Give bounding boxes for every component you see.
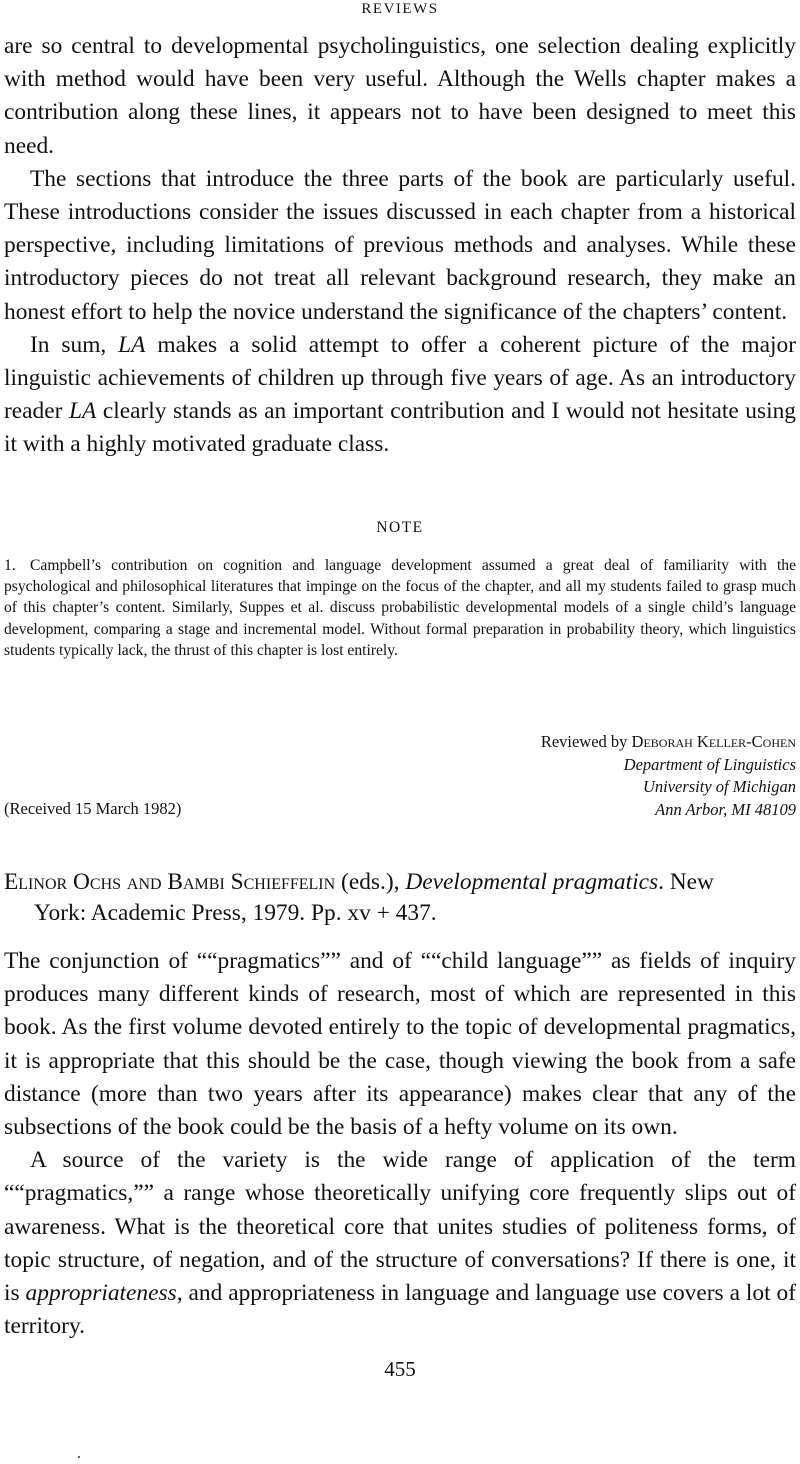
reviewer-university: University of Michigan xyxy=(642,777,796,796)
reviewer-name: Deborah Keller-Cohen xyxy=(631,732,796,751)
footnote-1 xyxy=(4,555,796,661)
text-run: makes a solid attempt to offer a coherent picture of the major linguistic achievements of children up through five years of age. As an introductory reader xyxy=(4,331,796,425)
text-run: are so central to developmental psycholinguistics, one selection dealing explicitly with method would have been very useful. Although the Wells chapter makes a contribution along these lines, it appears not to have been designed to meet this need. xyxy=(4,33,796,159)
paragraph xyxy=(4,163,796,329)
italic-text: LA xyxy=(68,398,97,425)
review-2-body xyxy=(4,945,796,1343)
italic-text: LA xyxy=(118,331,146,358)
review-1-body xyxy=(4,30,796,462)
text-run: , and appropriateness in language and language use covers a lot of territory. xyxy=(4,1280,796,1340)
running-head: REVIEWS xyxy=(361,1,439,17)
italic-text: appropriateness xyxy=(25,1280,177,1307)
reviewed-by-label: Reviewed by xyxy=(540,732,632,751)
scan-speck xyxy=(78,1456,80,1458)
reviewer-department: Department of Linguistics xyxy=(623,754,796,774)
footnote-text: Campbell’s contribution on cognition and language development assumed a great deal of familiarity with the psychological and philosophical literatures that impinge on the focus of the chapter, and all my students failed to grasp much of this chapter’s content. Similarly, Suppes et al. discuss probabilistic developmental models of a single child’s language development, comparing a stage and incremental model. Without formal preparation in probability theory, which linguistics students typically lack, the thrust of this chapter is lost entirely. xyxy=(4,557,796,659)
paragraph xyxy=(4,945,796,1144)
paragraph xyxy=(4,1144,796,1343)
page-number: 455 xyxy=(384,1357,416,1381)
text-run: In sum, xyxy=(30,331,119,358)
book-citation xyxy=(4,867,796,929)
citation-tail: . New xyxy=(658,869,714,895)
paragraph xyxy=(4,329,796,462)
footnote-number: 1. xyxy=(4,557,16,574)
citation-line-1 xyxy=(4,867,796,898)
book-title: Developmental pragmatics xyxy=(405,869,659,895)
reviewer-address: Ann Arbor, MI 48109 xyxy=(655,799,796,819)
text-run: A source of the variety is the wide range of application of the term ““pragmatics,”” a range whose theoretically unifying core frequently slips out of awareness. What is the theoretical core that unites studies of politeness forms, of topic structure, of negation, and of the structure of conversations? If there is one, it is xyxy=(4,1147,796,1307)
footnote xyxy=(4,555,796,661)
book-editors: Elinor Ochs and Bambi Schieffelin xyxy=(4,869,336,895)
citation-line-2: York: Academic Press, 1979. Pp. xv + 437. xyxy=(34,900,437,926)
text-run: The sections that introduce the three parts of the book are particularly useful. These introductions consider the issues discussed in each chapter from a historical perspective, including limitations of previous methods and analyses. While these introductory pieces do not treat all relevant background research, they make an honest effort to help the novice understand the significance of the chapters’ content. xyxy=(4,165,796,325)
text-run: clearly stands as an important contribution and I would not hesitate using it with a highly motivated graduate class. xyxy=(4,398,796,458)
reviewer-line xyxy=(541,731,796,754)
note-heading: NOTE xyxy=(376,519,424,536)
paragraph xyxy=(4,30,796,163)
text-run: The conjunction of ““pragmatics”” and of ““child language”” as fields of inquiry produces many different kinds of research, most of which are represented in this book. As the first volume devoted entirely to the topic of developmental pragmatics, it is appropriate that this should be the case, though viewing the book from a safe distance (more than two years after its appearance) makes clear that any of the subsections of the book could be the basis of a hefty volume on its own. xyxy=(4,948,796,1141)
received-date: (Received 15 March 1982) xyxy=(4,799,182,818)
eds-label: (eds.), xyxy=(335,869,406,895)
reviewer-signature xyxy=(541,731,796,821)
